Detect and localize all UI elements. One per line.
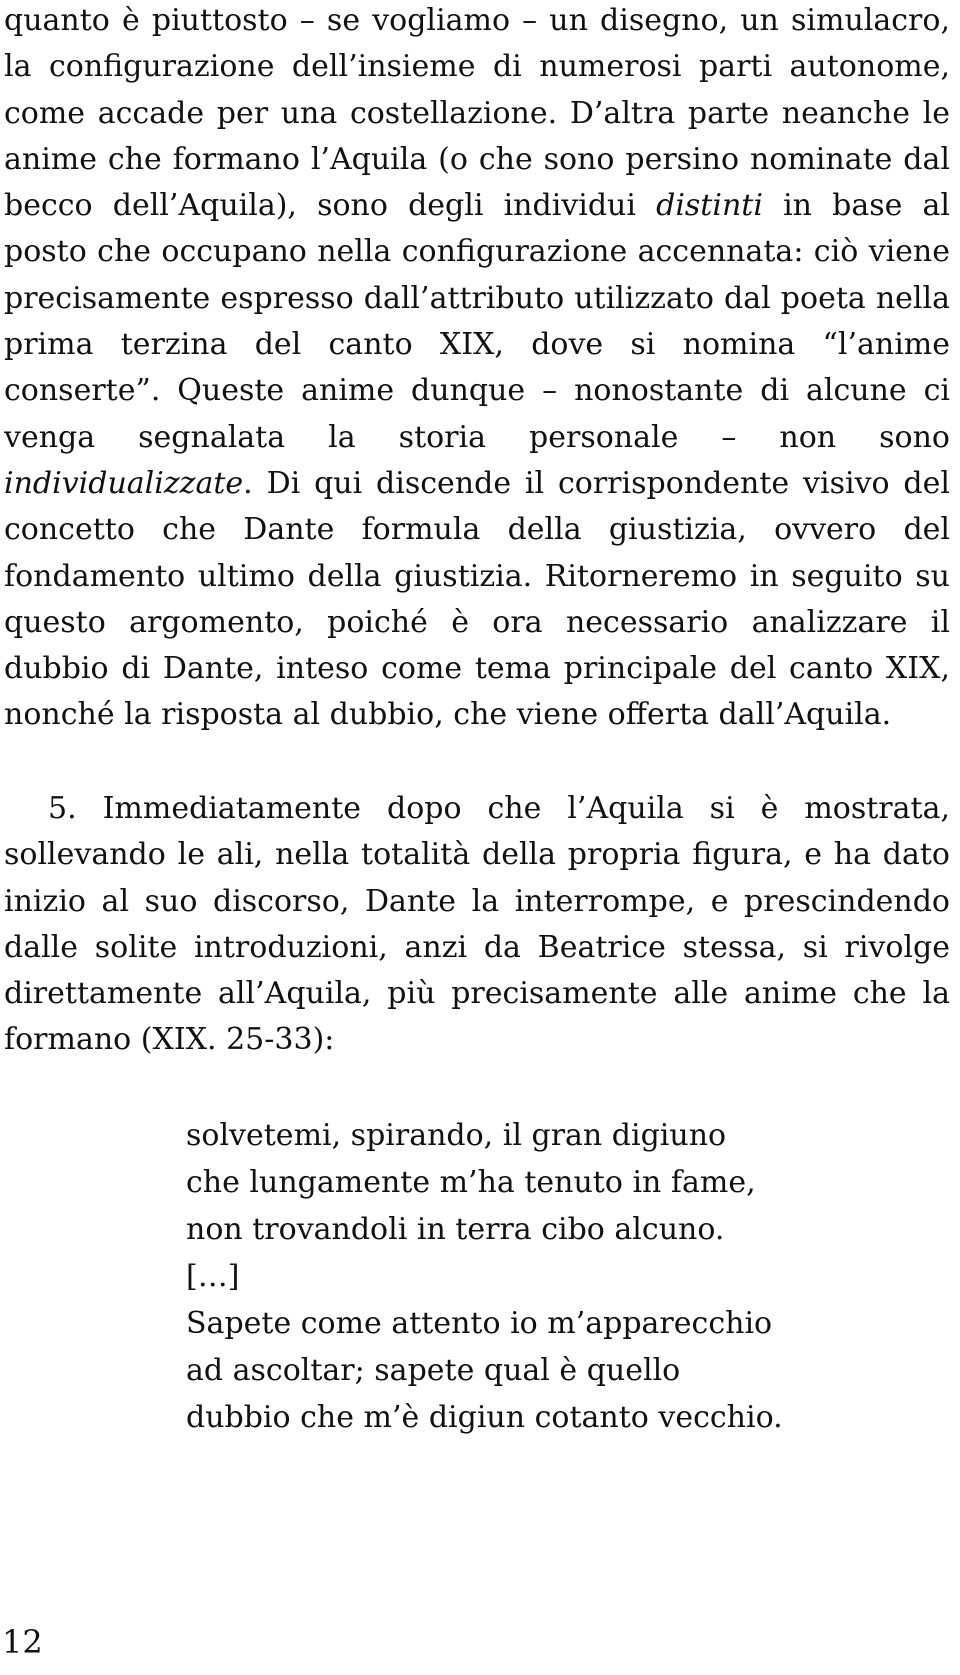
verse-line: solvetemi, spirando, il gran digiuno <box>186 1118 727 1153</box>
verse-quotation <box>186 1112 783 1441</box>
page-number: 12 <box>2 1623 43 1661</box>
body-paragraph-1 <box>4 0 950 739</box>
italic-word-distinti: distinti <box>656 188 763 224</box>
verse-line: Sapete come attento io m’apparecchio <box>186 1306 773 1341</box>
paragraph-1-text-part-1: quanto è piuttosto – se vogliamo – un disegno, un simulacro, la configurazione dell’insieme di numerosi parti autonome, come accade per una costellazione. D’altra parte neanche le anime che formano l’Aquila (o che sono persino nominate dal becco dell’Aquila), sono degli individui <box>4 3 950 224</box>
verse-line: dubbio che m’è digiun cotanto vecchio. <box>186 1400 783 1435</box>
verse-line: […] <box>186 1259 240 1294</box>
paragraph-1-text-part-3: . Di qui discende il corrispondente visivo del concetto che Dante formula della giustizia, ovvero del fondamento ultimo della giustizia. Ritorneremo in seguito su questo argomento, poiché è ora necessario analizzare il dubbio di Dante, inteso come tema principale del canto XIX, nonché la risposta al dubbio, che viene offerta dall’Aquila. <box>4 465 950 733</box>
paragraph-1-text-part-2: in base al posto che occupano nella configurazione accennata: ciò viene precisamente espresso dall’attributo utilizzato dal poeta nella prima terzina del canto XIX, dove si nomina “l’anime conserte”. Queste anime dunque – nonostante di alcune ci venga segnalata la storia personale – non sono <box>4 188 951 455</box>
verse-line: ad ascoltar; sapete qual è quello <box>186 1353 681 1388</box>
verse-line: non trovandoli in terra cibo alcuno. <box>186 1212 725 1247</box>
italic-word-individualizzate: individualizzate <box>4 465 244 501</box>
body-paragraph-2: 5. Immediatamente dopo che l’Aquila si è mostrata, sollevando le ali, nella totalità della propria figura, e ha dato inizio al suo discorso, Dante la interrompe, e prescindendo dalle solite introduzioni, anzi da Beatrice stessa, si rivolge direttamente all’Aquila, più precisamente alle anime che la formano (XIX. 25-33): <box>4 791 950 1058</box>
verse-line: che lungamente m’ha tenuto in fame, <box>186 1165 756 1200</box>
